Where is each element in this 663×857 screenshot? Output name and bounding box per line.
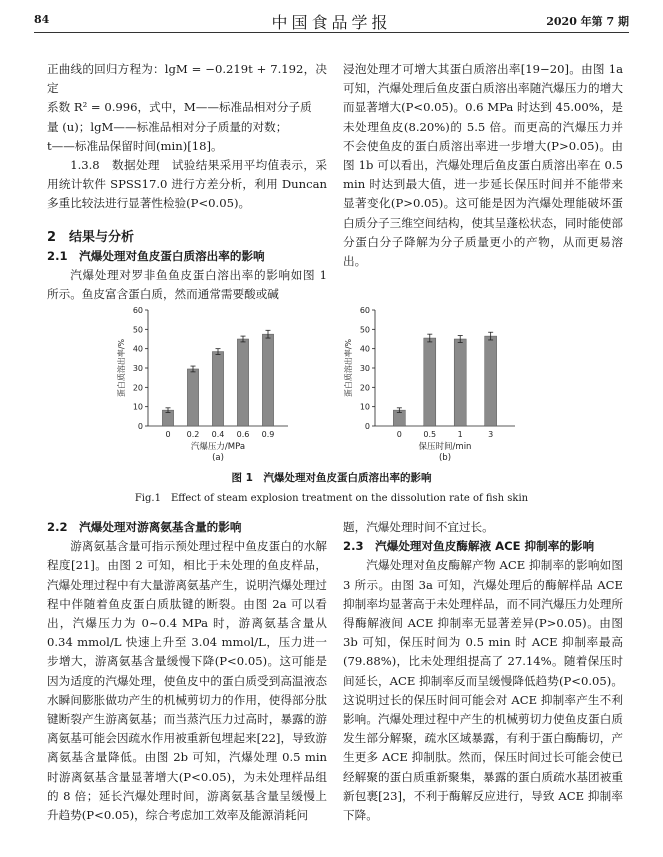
- regression-line-3: 量 (u)；lgM——标准品相对分子质量的对数；: [47, 119, 288, 134]
- right-column-top: [343, 60, 623, 271]
- section-2-1-heading: 2.1 汽爆处理对鱼皮蛋白质溶出率的影响: [47, 248, 265, 263]
- figure-1: [100, 300, 570, 470]
- bar: [262, 334, 273, 426]
- x-tick-label: 1: [457, 430, 463, 439]
- journal-title: 中国食品学报: [271, 13, 392, 32]
- panel-label: (b): [438, 453, 452, 463]
- section-2-1-continued: 浸泡处理才可增大其蛋白质溶出率[19−20]。由图 1a 可知，汽爆处理后鱼皮蛋白质溶出率随汽爆压力的增大而显著增大(P<0.05)。0.6 MPa 时达到 45.00%，是未处理鱼皮(8.20%)的 5.5 倍。而更高的汽爆压力并不会使鱼皮的蛋白质溶出率进一步增大(P>0.05)。由图 1b 可以看出，汽爆处理后鱼皮蛋白质溶出率在 0.5 min 时达到最大值，进一步延长保压时间并不能带来显著变化(P>0.05)。这可能是因为汽爆处理能破坏蛋白质分子三维空间结构，使其呈蓬松状态，同时能使部分蛋白分子降解为分子质量更小的产物，从而更易溶出。: [343, 62, 623, 269]
- section-2-3-text: 汽爆处理对鱼皮酶解产物 ACE 抑制率的影响如图 3 所示。由图 3a 可知，汽爆处理后的酶解样品 ACE 抑制率均显著高于未处理样品，而不同汽爆压力处理所得酶解液间 ACE 抑制率无显著差异(P>0.05)。由图 3b 可知，保压时间为 0.5 min 时 ACE 抑制率最高(79.88%)，比未处理组提高了 27.14%。随着保压时间延长，ACE 抑制率反而呈缓慢降低趋势(P<0.05)。这说明过长的保压时间可能会对 ACE 抑制率产生不利影响。汽爆处理过程中产生的机械剪切力使鱼皮蛋白质发生部分解聚，疏水区域暴露，有利于蛋白酶酶切，产生更多 ACE 抑制肽。然而，保压时间过长可能会使已经解聚的蛋白质重新聚集，暴露的蛋白质疏水基团被重新包裹[23]，不利于酶解反应进行，导致 ACE 抑制率下降。: [343, 558, 623, 823]
- x-axis-title: 保压时间/min: [418, 442, 472, 452]
- x-tick-label: 0.2: [186, 430, 200, 439]
- y-tick-label: 40: [132, 344, 143, 354]
- figure-caption-cn: 图 1 汽爆处理对鱼皮蛋白质溶出率的影响: [231, 472, 432, 484]
- regression-line-2: 系数 R² = 0.996，式中，M——标准品相对分子质: [47, 100, 312, 115]
- panel-a: [116, 306, 288, 463]
- x-tick-label: 0: [396, 430, 402, 439]
- bar: [454, 339, 466, 426]
- page-number: 84: [34, 13, 50, 26]
- y-tick-label: 50: [132, 325, 143, 335]
- bar: [212, 352, 223, 426]
- panel-label: (a): [212, 453, 224, 463]
- left-column-bottom: [47, 518, 327, 825]
- regression-line-1: 正曲线的回归方程为：lgM = −0.219t + 7.192，决定: [47, 62, 327, 96]
- x-tick-label: 0: [165, 430, 171, 439]
- section-2-2-heading: 2.2 汽爆处理对游离氨基含量的影响: [47, 520, 242, 534]
- bar: [187, 369, 198, 426]
- bar: [237, 339, 248, 426]
- section-2-2-text: 游离氨基含量可指示预处理过程中鱼皮蛋白的水解程度[21]。由图 2 可知，相比于未处理的鱼皮样品，汽爆处理过程中有大量游离氨基产生，说明汽爆处理过程中伴随着鱼皮蛋白质肽键的断裂。由图 2a 可以看出，汽爆压力为 0~0.4 MPa 时，游离氨基含量从 0.34 mmol/L 快速上升至 3.04 mmol/L，压力进一步增大，游离氨基含量缓慢下降(P<0.05)。这可能是因为适度的汽爆处理，使鱼皮中的蛋白质受到高温液态水瞬间膨胀做功产生的机械剪切力的作用，使得部分肽键断裂产生游离氨基；而当蒸汽压力过高时，暴露的游离氨基可能会因疏水作用被重新包埋起来[22]，导致游离氨基含量降低。由图 2b 可知，汽爆处理 0.5 min 时游离氨基含量显著增大(P<0.05)，为未处理样品组的 8 倍；延长汽爆处理时间，游离氨基含量呈缓慢上升趋势(P<0.05)，综合考虑加工效率及能源消耗问: [47, 539, 327, 823]
- x-tick-label: 0.6: [236, 430, 250, 439]
- section-1-3-8: 1.3.8 数据处理 试验结果采用平均值表示，采用统计软件 SPSS17.0 进行方差分析，利用 Duncan 多重比较法进行显著性检验(P<0.05)。: [47, 158, 327, 211]
- issue-label: 2020 年第 7 期: [546, 15, 629, 28]
- y-tick-label: 60: [359, 306, 370, 315]
- bar: [485, 336, 497, 426]
- left-column-top: [47, 60, 327, 304]
- section-2-heading: 2 结果与分析: [47, 229, 135, 245]
- panel-b: [343, 306, 515, 463]
- y-tick-label: 10: [132, 402, 143, 412]
- x-axis-title: 汽爆压力/MPa: [190, 442, 246, 452]
- y-tick-label: 50: [359, 325, 370, 335]
- y-tick-label: 20: [359, 383, 370, 393]
- y-tick-label: 10: [359, 402, 370, 412]
- y-tick-label: 40: [359, 344, 370, 354]
- y-axis-title: 蛋白质溶出率/%: [117, 338, 126, 398]
- y-tick-label: 30: [359, 364, 370, 373]
- y-tick-label: 20: [132, 383, 143, 393]
- running-header: [34, 10, 629, 33]
- regression-line-4: t——标准品保留时间(min)[18]。: [47, 138, 223, 153]
- x-tick-label: 0.9: [261, 430, 275, 439]
- bar: [424, 338, 436, 426]
- right-column-bottom: [343, 518, 623, 825]
- section-2-3-heading: 2.3 汽爆处理对鱼皮酶解液 ACE 抑制率的影响: [343, 539, 595, 554]
- y-tick-label: 0: [137, 422, 143, 431]
- x-tick-label: 3: [488, 430, 494, 439]
- x-tick-label: 0.4: [211, 430, 225, 439]
- x-tick-label: 0.5: [423, 430, 437, 439]
- section-2-1-ending: 题，汽爆处理时间不宜过长。: [343, 520, 494, 534]
- figure-caption-en: Fig.1 Effect of steam explosion treatment on the dissolution rate of fish skin: [134, 493, 529, 504]
- figure-1-svg: [100, 300, 570, 470]
- y-tick-label: 0: [364, 422, 370, 431]
- y-axis-title: 蛋白质溶出率/%: [344, 338, 353, 398]
- y-tick-label: 30: [132, 364, 143, 373]
- section-2-1-text: 汽爆处理对罗非鱼鱼皮蛋白溶出率的影响如图 1 所示。鱼皮富含蛋白质，然而通常需要酸或碱: [47, 268, 327, 302]
- y-tick-label: 60: [132, 306, 143, 315]
